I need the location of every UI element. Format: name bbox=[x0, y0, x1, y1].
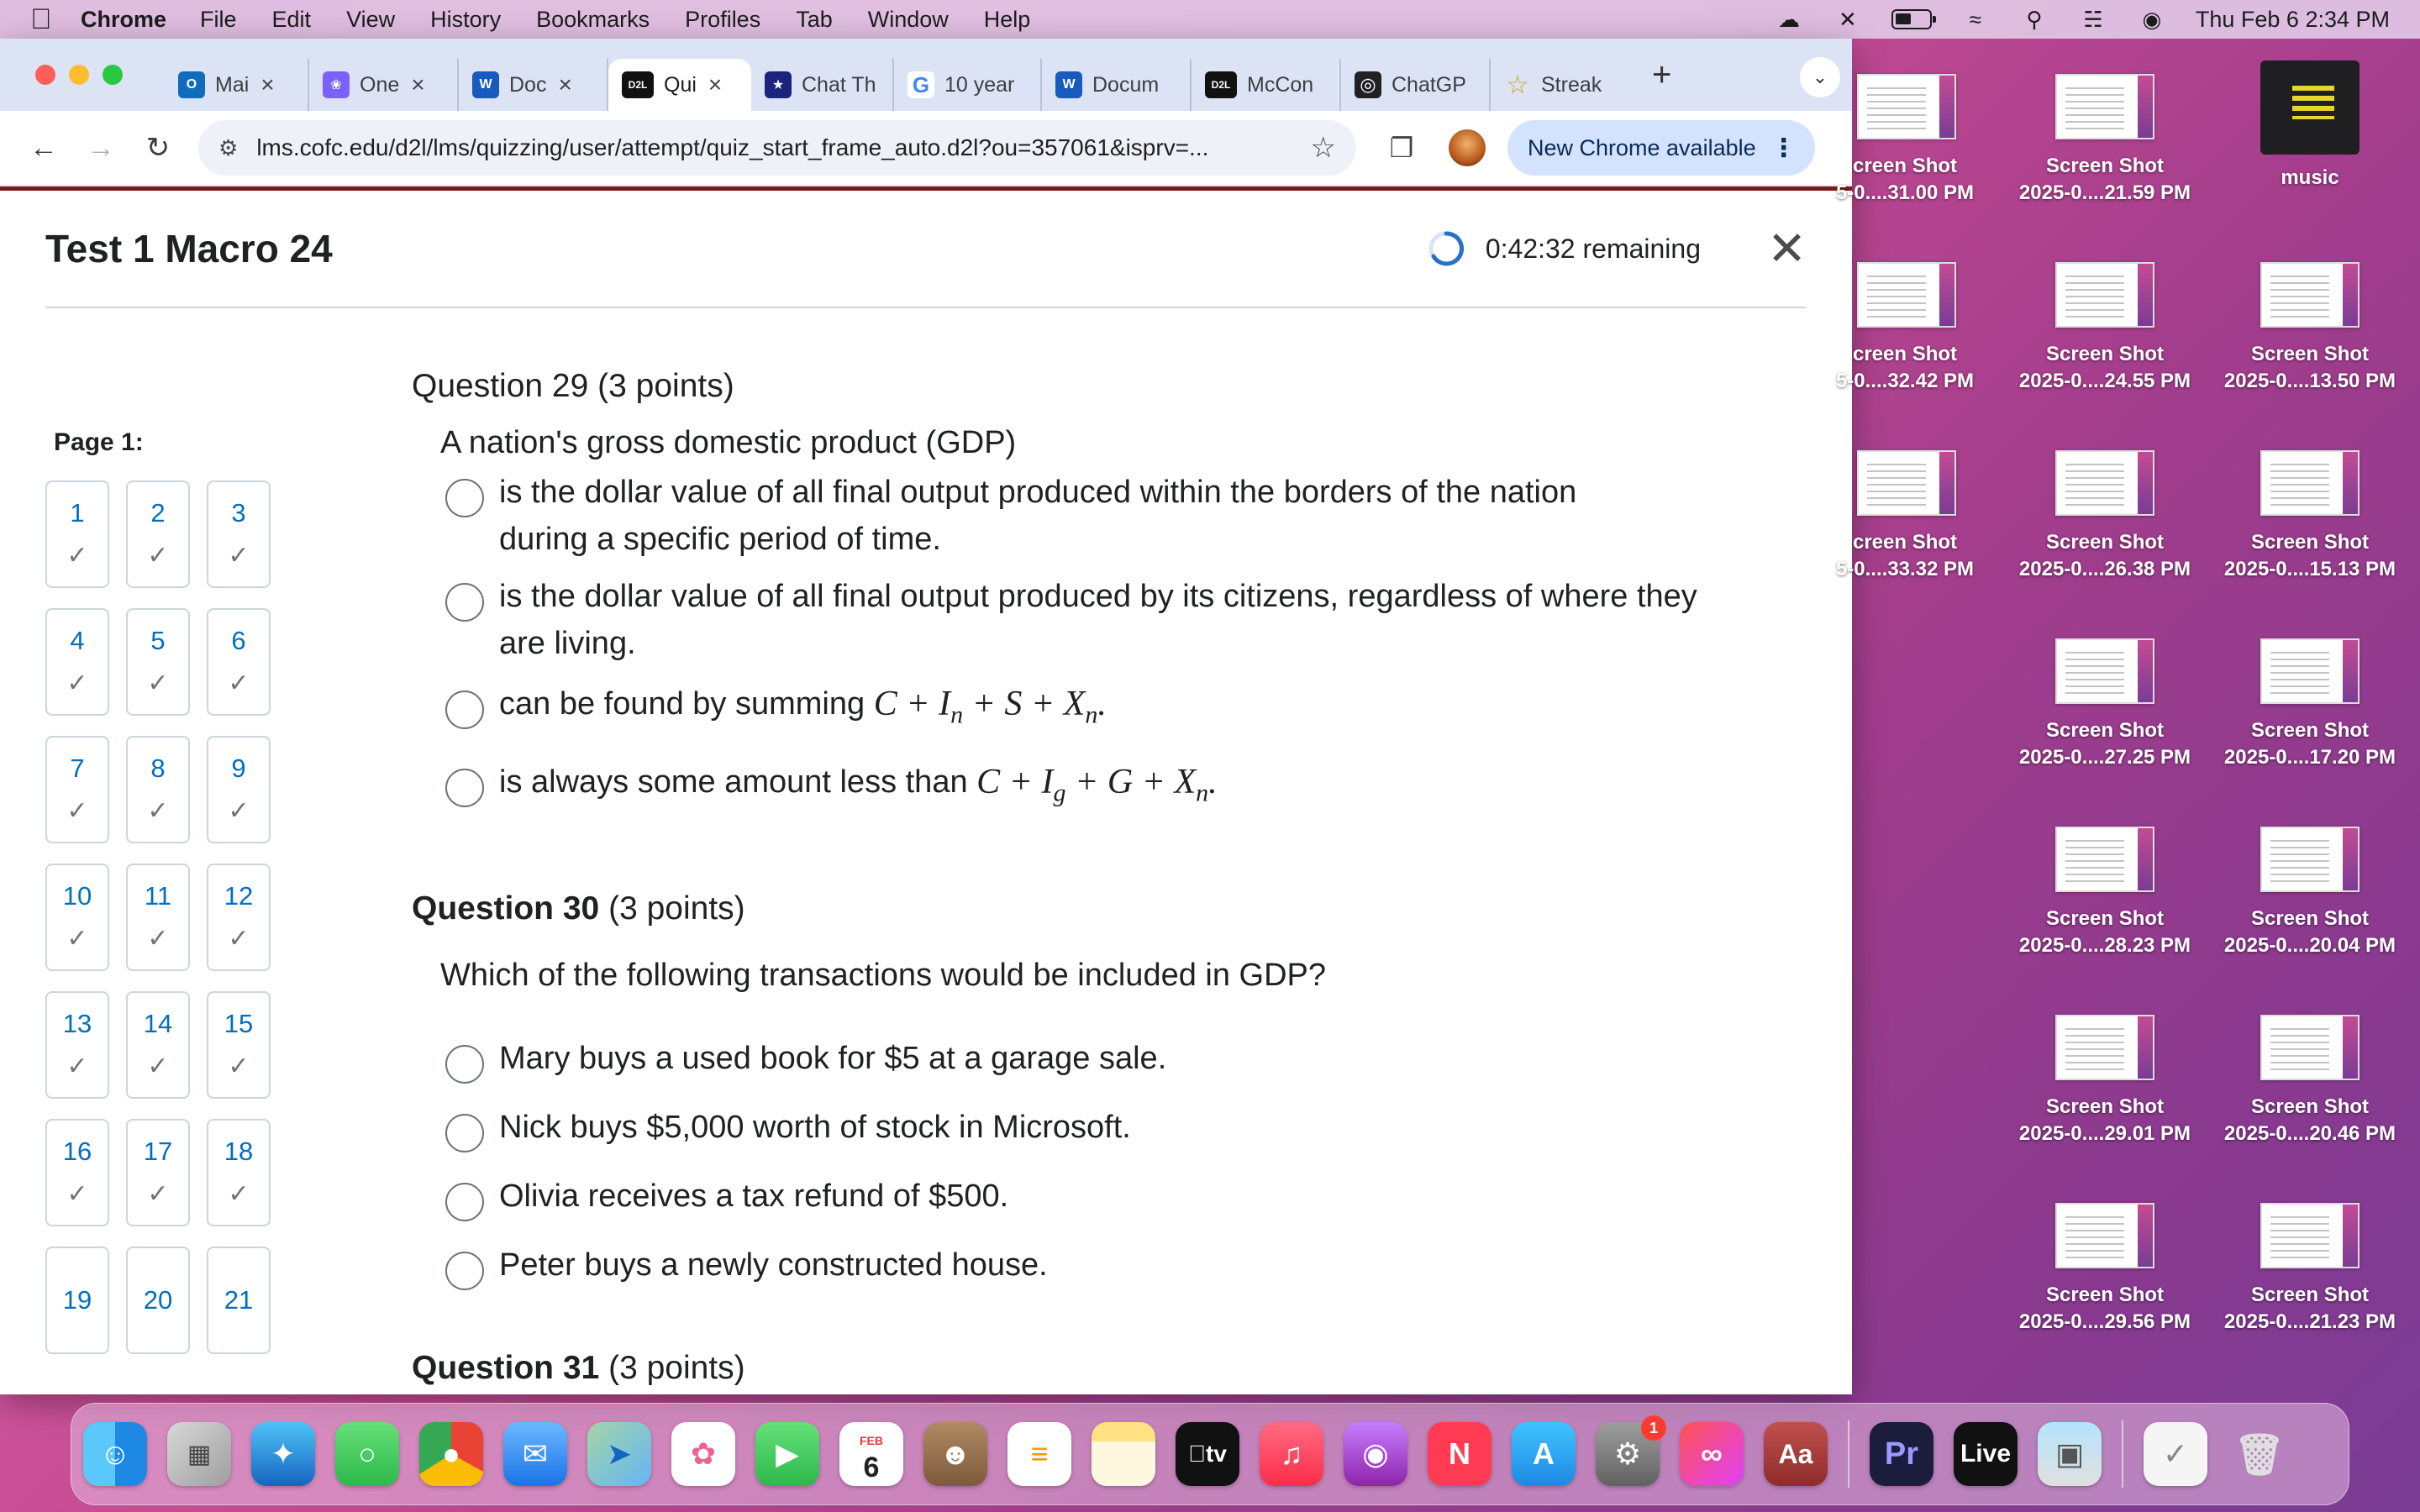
question-nav-item[interactable]: 10 ✓ bbox=[45, 864, 109, 971]
new-tab-button[interactable]: + bbox=[1652, 55, 1672, 93]
quiz-timer bbox=[1427, 229, 1701, 268]
control-center-icon[interactable]: ☵ bbox=[2083, 7, 2103, 32]
desktop-screenshot-file[interactable]: Screen Shot 2025-0....29.56 PM bbox=[2000, 1203, 2210, 1336]
question-nav-item[interactable]: 20 bbox=[126, 1247, 190, 1354]
word-icon: W bbox=[472, 71, 499, 98]
chrome-icon[interactable]: ● bbox=[419, 1422, 483, 1486]
question-nav-item[interactable]: 4 ✓ bbox=[45, 608, 109, 716]
tab-document[interactable]: W Docum bbox=[1042, 59, 1192, 111]
formula: $C + I_g + G + X_n$. bbox=[976, 763, 1218, 807]
close-quiz-icon[interactable]: ✕ bbox=[1767, 222, 1807, 275]
dock bbox=[71, 1403, 2349, 1505]
tab-chatgpt[interactable]: ◎ ChatGP bbox=[1341, 59, 1491, 111]
reminders-icon[interactable]: ≡ bbox=[1007, 1422, 1071, 1486]
outlook-icon: O bbox=[178, 71, 205, 98]
question-31-heading: Question 31 (3 points) bbox=[412, 1350, 745, 1386]
menu-bar bbox=[0, 0, 2420, 39]
apple-tv-icon[interactable]: tv bbox=[1176, 1422, 1239, 1486]
trash-icon[interactable]: 🗑 bbox=[2233, 1432, 2286, 1478]
tab-doc[interactable]: W Doc × bbox=[459, 59, 608, 111]
time-remaining: 0:42:32 remaining bbox=[1485, 233, 1701, 264]
check-icon: ✓ bbox=[66, 1052, 88, 1080]
safari-icon[interactable]: ✦ bbox=[251, 1422, 315, 1486]
desktop-screenshot-file[interactable]: Screen Shot 2025-0....24.55 PM bbox=[2000, 262, 2210, 395]
radio-button[interactable] bbox=[445, 1045, 484, 1084]
answer-option[interactable]: Nick buys $5,000 worth of stock in Microsoft. bbox=[445, 1104, 1166, 1152]
file-label-line2: 5-0....32.42 PM bbox=[1835, 370, 1975, 392]
question-nav-item[interactable]: 5 ✓ bbox=[126, 608, 190, 716]
reload-button[interactable]: ↻ bbox=[145, 132, 171, 164]
menu-history[interactable]: History bbox=[430, 6, 502, 32]
music-file-icon bbox=[2260, 60, 2360, 155]
question-nav-item[interactable]: 16 ✓ bbox=[45, 1119, 109, 1226]
zoom-window-button[interactable] bbox=[103, 65, 123, 85]
maps-icon[interactable]: ➤ bbox=[587, 1422, 651, 1486]
downloads-stack-icon[interactable]: ✓ bbox=[2144, 1422, 2207, 1486]
radio-button[interactable] bbox=[445, 1183, 484, 1221]
question-nav-item[interactable]: 1 ✓ bbox=[45, 480, 109, 588]
file-label-line1: creen Shot bbox=[1852, 155, 1958, 177]
tab-mail[interactable]: O Mai × bbox=[165, 59, 309, 111]
question-nav-item[interactable]: 6 ✓ bbox=[207, 608, 271, 716]
screenshot-thumbnail bbox=[2055, 638, 2154, 704]
screenshot-thumbnail bbox=[2055, 74, 2154, 139]
screenshot-thumbnail bbox=[2260, 1203, 2360, 1268]
desktop-screenshot-file[interactable]: Screen Shot 2025-0....13.50 PM bbox=[2205, 262, 2415, 395]
minimize-window-button[interactable] bbox=[69, 65, 89, 85]
browser-window bbox=[0, 39, 1852, 1394]
tab-close-icon[interactable]: × bbox=[558, 71, 572, 97]
contacts-icon[interactable]: ☻ bbox=[923, 1422, 987, 1486]
tab-strip bbox=[0, 39, 1852, 111]
question-nav-item[interactable]: 7 ✓ bbox=[45, 736, 109, 843]
desktop-screenshot-file[interactable] bbox=[1800, 262, 2010, 395]
tab-chat[interactable]: ★ Chat Th bbox=[751, 59, 894, 111]
timer-progress-icon bbox=[1427, 229, 1465, 268]
question-grid bbox=[45, 480, 297, 1354]
desktop-screenshot-file[interactable]: Screen Shot 2025-0....28.23 PM bbox=[2000, 827, 2210, 959]
apple-menu-icon[interactable] bbox=[30, 3, 81, 36]
tab-streak[interactable]: ☆ Streak bbox=[1491, 59, 1634, 111]
screenshot-thumbnail bbox=[2055, 827, 2154, 892]
page-content bbox=[0, 186, 1852, 1394]
quiz-title: Test 1 Macro 24 bbox=[45, 227, 333, 270]
answer-option[interactable]: Mary buys a used book for $5 at a garage sale. bbox=[445, 1035, 1166, 1084]
menu-view[interactable]: View bbox=[346, 6, 396, 32]
tab-onedrive[interactable]: ❀ One × bbox=[309, 59, 459, 111]
answer-option[interactable]: Peter buys a newly constructed house. bbox=[445, 1242, 1166, 1290]
back-button[interactable]: ← bbox=[29, 131, 58, 164]
formula: $C + I_n + S + X_n$. bbox=[873, 685, 1107, 729]
radio-button[interactable] bbox=[445, 1114, 484, 1152]
tab-mcconnell[interactable]: D2L McCon bbox=[1192, 59, 1341, 111]
desktop-screenshot-file[interactable]: Screen Shot 2025-0....20.46 PM bbox=[2205, 1015, 2415, 1147]
check-icon: ✓ bbox=[228, 1052, 250, 1080]
dock-separator bbox=[2122, 1420, 2123, 1488]
preview-icon[interactable]: ▣ bbox=[2038, 1422, 2102, 1486]
file-label-line1: creen Shot bbox=[1852, 343, 1958, 365]
menu-file[interactable]: File bbox=[200, 6, 237, 32]
messages-icon[interactable]: ○ bbox=[335, 1422, 399, 1486]
update-chrome-button[interactable]: New Chrome available ⋮ bbox=[1507, 120, 1815, 176]
tab-close-icon[interactable]: × bbox=[411, 71, 425, 97]
screenshot-thumbnail bbox=[2260, 638, 2360, 704]
copilot-icon: ❀ bbox=[323, 71, 350, 98]
question-nav-item[interactable]: 14 ✓ bbox=[126, 991, 190, 1099]
calendar-icon[interactable]: FEB 6 bbox=[839, 1422, 903, 1486]
check-icon: ✓ bbox=[228, 669, 250, 697]
desktop-screenshot-file[interactable]: Screen Shot 2025-0....26.38 PM bbox=[2000, 450, 2210, 583]
extensions-puzzle-icon[interactable]: ❐ bbox=[1389, 133, 1414, 163]
screenshot-thumbnail bbox=[1857, 262, 1956, 328]
finder-icon[interactable]: ☺ bbox=[83, 1422, 147, 1486]
url-text[interactable]: lms.cofc.edu/d2l/lms/quizzing/user/attempt/quiz_start_frame_auto.d2l?ou=357061&isprv=... bbox=[256, 134, 1209, 160]
browser-toolbar bbox=[0, 111, 1852, 186]
check-icon: ✓ bbox=[147, 541, 169, 570]
screenshot-thumbnail bbox=[2055, 1015, 2154, 1080]
siri-icon[interactable]: ◉ bbox=[2142, 7, 2162, 32]
premiere-pro-icon[interactable]: Pr bbox=[1870, 1422, 1933, 1486]
menu-bookmarks[interactable]: Bookmarks bbox=[536, 6, 650, 32]
question-nav-item[interactable]: 12 ✓ bbox=[207, 864, 271, 971]
check-icon: ✓ bbox=[228, 541, 250, 570]
menu-window[interactable]: Window bbox=[867, 6, 949, 32]
question-nav-item[interactable]: 9 ✓ bbox=[207, 736, 271, 843]
address-bar[interactable] bbox=[198, 120, 1356, 176]
app-menu[interactable]: Chrome bbox=[81, 6, 167, 32]
notes-icon[interactable] bbox=[1092, 1422, 1155, 1486]
check-icon: ✓ bbox=[66, 924, 88, 953]
question-nav-item[interactable]: 21 bbox=[207, 1247, 271, 1354]
check-icon: ✓ bbox=[147, 1052, 169, 1080]
answer-option[interactable]: is the dollar value of all final output produced by its citizens, regardless of where they are living. bbox=[445, 573, 1706, 667]
more-menu-icon[interactable]: ⋮ bbox=[1770, 134, 1797, 162]
question-30-options bbox=[445, 1035, 1166, 1290]
question-nav-item[interactable]: 8 ✓ bbox=[126, 736, 190, 843]
creative-cloud-icon[interactable]: ∞ bbox=[1680, 1422, 1744, 1486]
check-icon: ✓ bbox=[228, 796, 250, 825]
radio-button[interactable] bbox=[445, 690, 484, 729]
chatgpt-icon: ◎ bbox=[1355, 71, 1381, 98]
check-icon: ✓ bbox=[147, 1179, 169, 1208]
check-icon: ✓ bbox=[147, 924, 169, 953]
screenshot-thumbnail bbox=[2055, 1203, 2154, 1268]
bluetooth-icon[interactable]: ✕ bbox=[1838, 7, 1857, 32]
ableton-live-icon[interactable]: Live bbox=[1954, 1422, 2018, 1486]
launchpad-icon[interactable]: ▦ bbox=[167, 1422, 231, 1486]
tab-google[interactable]: G 10 year bbox=[894, 59, 1042, 111]
status-area bbox=[1774, 7, 2390, 33]
profile-avatar[interactable] bbox=[1449, 129, 1486, 166]
answer-option[interactable]: can be found by summing $C + I_n + S + X_n$. bbox=[445, 680, 1706, 738]
screenshot-thumbnail bbox=[2260, 450, 2360, 516]
file-label-line1: creen Shot bbox=[1852, 531, 1958, 554]
creative-cloud-icon[interactable]: ☁ bbox=[1777, 7, 1800, 32]
mail-icon[interactable]: ✉ bbox=[503, 1422, 567, 1486]
question-nav-item[interactable]: 18 ✓ bbox=[207, 1119, 271, 1226]
menu-edit[interactable]: Edit bbox=[271, 6, 312, 32]
notification-badge: 1 bbox=[1641, 1415, 1666, 1441]
desktop-screenshot-file[interactable] bbox=[1800, 450, 2010, 583]
question-29-text: A nation's gross domestic product (GDP) bbox=[440, 425, 1017, 460]
site-settings-icon[interactable]: ⚙ bbox=[218, 134, 239, 160]
tab-quiz-active[interactable]: D2L Qui × bbox=[608, 59, 751, 111]
question-nav-item[interactable]: 3 ✓ bbox=[207, 480, 271, 588]
question-navigator bbox=[45, 428, 297, 1315]
podcasts-icon[interactable]: ◉ bbox=[1344, 1422, 1407, 1486]
page-label: Page 1: bbox=[54, 428, 144, 456]
question-nav-item[interactable]: 19 bbox=[45, 1247, 109, 1354]
app-store-icon[interactable]: A bbox=[1512, 1422, 1576, 1486]
word-icon: W bbox=[1055, 71, 1082, 98]
screenshot-thumbnail bbox=[2260, 262, 2360, 328]
radio-button[interactable] bbox=[445, 583, 484, 622]
answer-option[interactable]: is always some amount less than $C + I_g + G + X_n$. bbox=[445, 759, 1706, 816]
question-29-heading: Question 29 (3 points) bbox=[412, 368, 734, 404]
check-icon: ✓ bbox=[66, 796, 88, 825]
file-label-line2: 5-0....31.00 PM bbox=[1835, 181, 1975, 204]
desktop-screenshot-file[interactable]: Screen Shot 2025-0....29.01 PM bbox=[2000, 1015, 2210, 1147]
desktop-screenshot-file[interactable]: Screen Shot 2025-0....15.13 PM bbox=[2205, 450, 2415, 583]
check-icon: ✓ bbox=[147, 796, 169, 825]
battery-icon[interactable] bbox=[1891, 9, 1932, 29]
forward-button[interactable]: → bbox=[87, 131, 115, 164]
tab-close-icon[interactable]: × bbox=[260, 71, 275, 97]
d2l-icon: D2L bbox=[1205, 71, 1237, 98]
screenshot-thumbnail bbox=[2055, 450, 2154, 516]
menu-tab[interactable]: Tab bbox=[796, 6, 833, 32]
google-icon: G bbox=[908, 71, 934, 98]
desktop-screenshot-file[interactable]: Screen Shot 2025-0....21.23 PM bbox=[2205, 1203, 2415, 1336]
system-settings-icon[interactable]: ⚙ 1 bbox=[1596, 1422, 1660, 1486]
question-29-options bbox=[445, 469, 1706, 817]
spotlight-search-icon[interactable]: ⚲ bbox=[2026, 7, 2043, 32]
question-30-heading: Question 30 (3 points) bbox=[412, 890, 745, 927]
answer-option[interactable]: Olivia receives a tax refund of $500. bbox=[445, 1173, 1166, 1221]
radio-button[interactable] bbox=[445, 769, 484, 807]
question-nav-item[interactable]: 11 ✓ bbox=[126, 864, 190, 971]
photos-icon[interactable]: ✿ bbox=[671, 1422, 735, 1486]
desktop-music-folder[interactable]: music bbox=[2205, 60, 2415, 192]
close-window-button[interactable] bbox=[35, 65, 55, 85]
wifi-icon[interactable]: ≈ bbox=[1969, 7, 1982, 32]
screenshot-thumbnail bbox=[2055, 262, 2154, 328]
bookmark-star-icon[interactable]: ☆ bbox=[1310, 132, 1336, 164]
tab-close-icon[interactable]: × bbox=[708, 71, 723, 97]
menu-help[interactable]: Help bbox=[983, 6, 1031, 32]
menu-profiles[interactable]: Profiles bbox=[685, 6, 761, 32]
star-icon: ☆ bbox=[1506, 71, 1529, 99]
clock[interactable]: Thu Feb 6 2:34 PM bbox=[2195, 6, 2390, 32]
check-icon: ✓ bbox=[228, 924, 250, 953]
desktop-screenshot-file[interactable]: Screen Shot 2025-0....27.25 PM bbox=[2000, 638, 2210, 771]
question-nav-item[interactable]: 13 ✓ bbox=[45, 991, 109, 1099]
desktop-screenshot-file[interactable]: Screen Shot 2025-0....17.20 PM bbox=[2205, 638, 2415, 771]
screenshot-thumbnail bbox=[1857, 450, 1956, 516]
screenshot-thumbnail bbox=[2260, 1015, 2360, 1080]
question-scroll-area[interactable] bbox=[412, 368, 1773, 1394]
d2l-icon: D2L bbox=[622, 71, 654, 98]
desktop-screenshot-file[interactable]: Screen Shot 2025-0....20.04 PM bbox=[2205, 827, 2415, 959]
check-icon: ✓ bbox=[228, 1179, 250, 1208]
question-nav-item[interactable]: 17 ✓ bbox=[126, 1119, 190, 1226]
check-icon: ✓ bbox=[147, 669, 169, 697]
tab-search-chevron-icon[interactable]: ⌄ bbox=[1800, 57, 1840, 97]
quiz-header bbox=[45, 191, 1807, 308]
check-icon: ✓ bbox=[66, 541, 88, 570]
check-icon: ✓ bbox=[66, 1179, 88, 1208]
screenshot-thumbnail bbox=[1857, 74, 1956, 139]
file-label-line2: 5-0....33.32 PM bbox=[1835, 558, 1975, 580]
news-icon[interactable]: N bbox=[1428, 1422, 1491, 1486]
check-icon: ✓ bbox=[66, 669, 88, 697]
dictionary-icon[interactable]: Aa bbox=[1764, 1422, 1828, 1486]
music-icon[interactable]: ♫ bbox=[1260, 1422, 1323, 1486]
answer-option[interactable]: is the dollar value of all final output produced within the borders of the nation during a specific period of time. bbox=[445, 469, 1655, 563]
radio-button[interactable] bbox=[445, 479, 484, 517]
radio-button[interactable] bbox=[445, 1252, 484, 1290]
star-badge-icon: ★ bbox=[765, 71, 792, 98]
question-nav-item[interactable]: 15 ✓ bbox=[207, 991, 271, 1099]
window-controls bbox=[0, 65, 165, 85]
dock-separator bbox=[1848, 1420, 1849, 1488]
question-30-text: Which of the following transactions would be included in GDP? bbox=[440, 958, 1327, 993]
screenshot-thumbnail bbox=[2260, 827, 2360, 892]
facetime-icon[interactable]: ▶ bbox=[755, 1422, 819, 1486]
question-nav-item[interactable]: 2 ✓ bbox=[126, 480, 190, 588]
desktop-screenshot-file[interactable] bbox=[1800, 74, 2010, 207]
desktop-screenshot-file[interactable]: Screen Shot 2025-0....21.59 PM bbox=[2000, 74, 2210, 207]
